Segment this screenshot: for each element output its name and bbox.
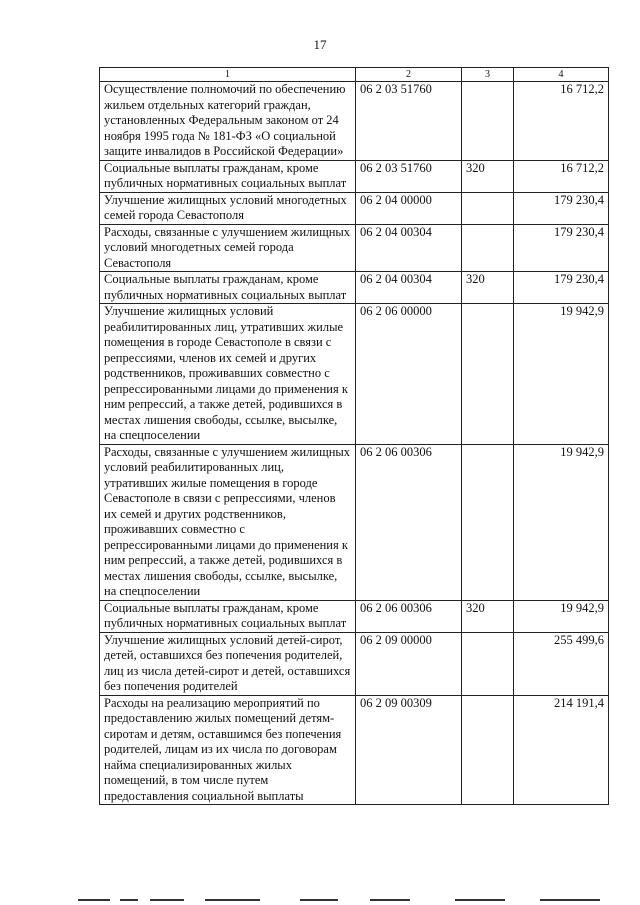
table-row (100, 444, 609, 600)
row-name-cell: Социальные выплаты гражданам, кроме публичных нормативных социальных выплат (100, 600, 356, 632)
row-name-cell: Улучшение жилищных условий детей-сирот, детей, оставшихся без попечения родителей, лиц из числа детей-сирот и детей, оставшихся без попечения родителей (100, 632, 356, 695)
edge-mark (540, 899, 600, 901)
row-amount-cell: 255 499,6 (514, 632, 609, 695)
row-code-cell: 06 2 09 00309 (356, 695, 462, 805)
budget-table (99, 67, 609, 805)
row-amount-cell: 19 942,9 (514, 304, 609, 445)
row-code-cell: 06 2 04 00304 (356, 272, 462, 304)
row-name-cell: Улучшение жилищных условий реабилитированных лиц, утративших жилые помещения в городе Севастополе в связи с репрессиями, членов их семей и других родственников, проживавших совместно с репрессированными лицами до применения к ним репрессий, а также детей, родившихся в местах лишения свободы, ссылке, высылке, на спецпоселении (100, 304, 356, 445)
edge-mark (120, 899, 138, 901)
row-type-cell (462, 444, 514, 600)
row-name-cell: Социальные выплаты гражданам, кроме публичных нормативных социальных выплат (100, 272, 356, 304)
row-amount-cell: 179 230,4 (514, 224, 609, 272)
row-type-cell: 320 (462, 160, 514, 192)
table-row (100, 192, 609, 224)
table-row (100, 695, 609, 805)
edge-mark (205, 899, 260, 901)
row-name-cell: Осуществление полномочий по обеспечению жильем отдельных категорий граждан, установленных Федеральным законом от 24 ноября 1995 года № 181-ФЗ «О социальной защите инвалидов в Российской Федерации» (100, 82, 356, 161)
page-bottom-edge (0, 899, 640, 901)
row-amount-cell: 179 230,4 (514, 192, 609, 224)
row-name-cell: Улучшение жилищных условий многодетных семей города Севастополя (100, 192, 356, 224)
row-type-cell (462, 304, 514, 445)
column-header-4: 4 (514, 68, 609, 82)
table-row (100, 600, 609, 632)
row-type-cell (462, 192, 514, 224)
table-row (100, 82, 609, 161)
row-name-cell: Расходы, связанные с улучшением жилищных условий реабилитированных лиц, утративших жилые помещения в городе Севастополе в связи с репрессиями, членов их семей и других родственников, проживавших совместно с репрессированными лицами до применения к ним репрессий, а также детей, родившихся в местах лишения свободы, ссылке, высылке, на спецпоселении (100, 444, 356, 600)
page-number: 17 (313, 37, 327, 52)
edge-mark (150, 899, 184, 901)
table-row (100, 224, 609, 272)
column-header-3: 3 (462, 68, 514, 82)
row-amount-cell: 16 712,2 (514, 82, 609, 161)
row-type-cell: 320 (462, 600, 514, 632)
row-type-cell (462, 695, 514, 805)
table-row (100, 632, 609, 695)
row-amount-cell: 19 942,9 (514, 444, 609, 600)
column-header-1: 1 (100, 68, 356, 82)
row-code-cell: 06 2 06 00000 (356, 304, 462, 445)
row-code-cell: 06 2 04 00000 (356, 192, 462, 224)
column-header-2: 2 (356, 68, 462, 82)
row-amount-cell: 179 230,4 (514, 272, 609, 304)
table-header-row (100, 68, 609, 82)
row-code-cell: 06 2 09 00000 (356, 632, 462, 695)
table-row (100, 304, 609, 445)
row-type-cell (462, 82, 514, 161)
row-code-cell: 06 2 03 51760 (356, 82, 462, 161)
row-amount-cell: 16 712,2 (514, 160, 609, 192)
edge-mark (78, 899, 110, 901)
row-code-cell: 06 2 06 00306 (356, 444, 462, 600)
row-code-cell: 06 2 04 00304 (356, 224, 462, 272)
table-row (100, 272, 609, 304)
row-type-cell (462, 632, 514, 695)
row-name-cell: Расходы, связанные с улучшением жилищных условий многодетных семей города Севастополя (100, 224, 356, 272)
row-amount-cell: 214 191,4 (514, 695, 609, 805)
row-code-cell: 06 2 03 51760 (356, 160, 462, 192)
row-type-cell: 320 (462, 272, 514, 304)
row-amount-cell: 19 942,9 (514, 600, 609, 632)
edge-mark (300, 899, 338, 901)
edge-mark (370, 899, 410, 901)
row-code-cell: 06 2 06 00306 (356, 600, 462, 632)
row-name-cell: Расходы на реализацию мероприятий по предоставлению жилых помещений детям-сиротам и детям, оставшимся без попечения родителей, лицам из их числа по договорам найма специализированных жилых помещений, в том числе путем предоставления социальной выплаты (100, 695, 356, 805)
table-row (100, 160, 609, 192)
row-type-cell (462, 224, 514, 272)
table-body (100, 82, 609, 805)
row-name-cell: Социальные выплаты гражданам, кроме публичных нормативных социальных выплат (100, 160, 356, 192)
edge-mark (455, 899, 505, 901)
